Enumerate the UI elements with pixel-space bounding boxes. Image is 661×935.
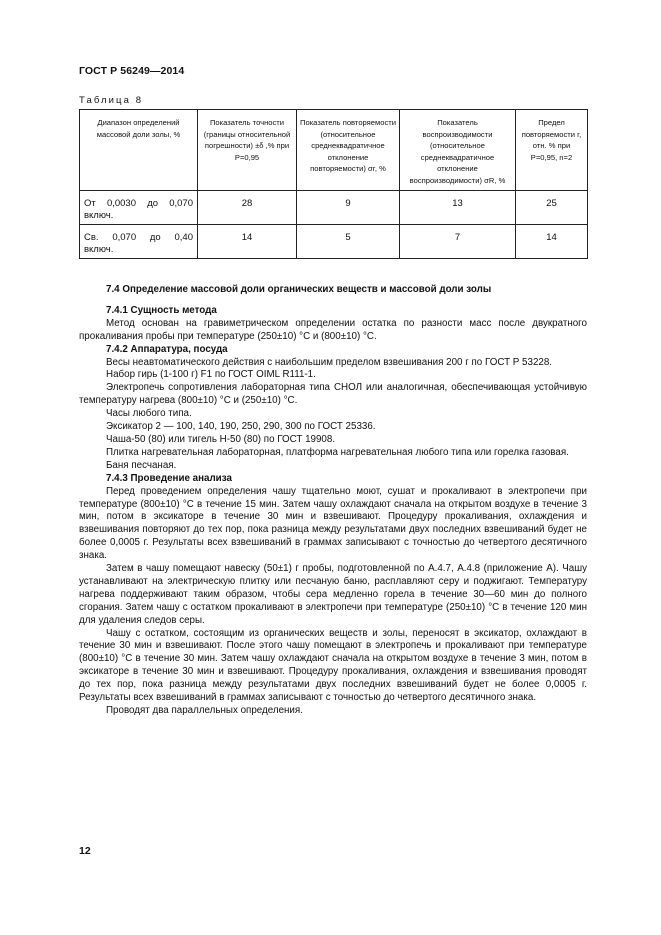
page-number: 12 — [79, 845, 91, 857]
column-header: Диапазон определений массовой доли золы, % — [80, 110, 198, 191]
section-title: 7.4 Определение массовой доли органических веществ и массовой доли золы — [106, 284, 492, 295]
equipment-item: Чаша-50 (80) или тигель Н-50 (80) по ГОСТ 19908. — [106, 433, 336, 445]
equipment-item: Весы неавтоматического действия с наибольшим пределом взвешивания 200 г по ГОСТ Р 53228. — [106, 356, 553, 368]
range-suffix: включ. — [84, 243, 114, 255]
subsection-title: 7.4.3 Проведение анализа — [106, 472, 232, 484]
equipment-item: Часы любого типа. — [106, 408, 192, 420]
table-cell: 5 — [297, 225, 400, 259]
range-value: 0,40 — [174, 232, 193, 243]
table-row — [80, 225, 588, 259]
equipment-item: Набор гирь (1-100 г) F1 по ГОСТ OIML R111-1. — [106, 369, 316, 381]
column-header: Показатель воспроизводимости (относительное среднеквадратичное отклонение воспроизводимости) σR, % — [400, 110, 516, 191]
table-row — [80, 191, 588, 225]
paragraph: Проводят два параллельных определения. — [106, 705, 303, 716]
table-cell: 14 — [198, 225, 297, 259]
equipment-item: Электропечь сопротивления лабораторная типа СНОЛ или аналогичная, обеспечивающая устойчивую температуру нагрева (800±10) °С и (250±10) °С. — [79, 382, 587, 407]
document-header: ГОСТ Р 56249—2014 — [79, 65, 185, 77]
range-value: 0,0030 — [106, 198, 136, 209]
column-header: Показатель повторяемости (относительное среднеквадратичное отклонение повторяемости) σr, % — [297, 110, 400, 191]
range-word: до — [147, 198, 159, 209]
equipment-item: Эксикатор 2 — 100, 140, 190, 250, 290, 300 по ГОСТ 25336. — [106, 421, 376, 433]
table-cell: 14 — [516, 225, 588, 259]
section-body — [79, 284, 587, 718]
paragraph: Затем в чашу помещают навеску (50±1) г пробы, подготовленной по А.4.7, А.4.8 (приложение А). Чашу устанавливают на электрическую плитку или песчаную баню, расплавляют серу и поджигают. Температуру нагрева поддерживают таким образом, чтобы сера медленно горела в течение 30—60 мин до полного сгорания. Затем чашу с остатком прокаливают в электропечи при температуре (250±10) °С в течение 120 мин для удаления следов серы. — [79, 563, 587, 626]
table-cell: 25 — [516, 191, 588, 225]
range-cell — [80, 191, 198, 225]
equipment-item: Плитка нагревательная лабораторная, платформа нагревательная любого типа или горелка газовая. — [106, 446, 569, 458]
subsection-title: 7.4.2 Аппаратура, посуда — [106, 343, 228, 355]
range-word: От — [84, 198, 96, 209]
range-value: 0,070 — [169, 198, 193, 209]
range-word: Св. — [84, 232, 99, 243]
table-cell: 13 — [400, 191, 516, 225]
table-cell: 7 — [400, 225, 516, 259]
range-cell — [80, 225, 198, 259]
table-caption: Таблица 8 — [79, 95, 144, 106]
range-word: до — [149, 232, 161, 243]
precision-table — [79, 109, 588, 259]
range-suffix: включ. — [84, 209, 114, 221]
subsection-title: 7.4.1 Сущность метода — [106, 304, 217, 316]
table-cell: 28 — [198, 191, 297, 225]
column-header: Предел повторяемости r, отн. % при Р=0,95, n=2 — [516, 110, 588, 191]
range-value: 0,070 — [112, 232, 137, 243]
paragraph: Чашу с остатком, состоящим из органических веществ и золы, переносят в эксикатор, охлаждают в течение 30 мин и взвешивают. После этого чашу помещают в электропечь и прокаливают при температуре (800±10) °С в течение 30 мин. Затем чашу охлаждают сначала на открытом воздухе в течение 3 мин, потом в эксикаторе в течение 30 мин и взвешивают. Процедуру прокаливания, охлаждения и взвешивания проводят до тех пор, пока разница между результатами двух последних взвешиваний будет не более 0,0005 г. Результаты всех взвешиваний в граммах записывают с точностью до четвертого десятичного знака. — [79, 627, 587, 704]
equipment-item: Баня песчаная. — [106, 459, 177, 471]
paragraph: Перед проведением определения чашу тщательно моют, сушат и прокаливают в электропечи при температуре (800±10) °С в течение 15 мин. Затем чашу охлаждают сначала на открытом воздухе в течение 3 мин, потом в эксикаторе в течение 30 мин и взвешивают. Процедуру прокаливания, охлаждения и взвешивания повторяют до тех пор, пока разница между результатами двух последних взвешиваний будет не более 0,0005 г. Результаты всех взвешиваний в граммах записывают с точностью до четвертого десятичного знака. — [79, 485, 587, 562]
table-cell: 9 — [297, 191, 400, 225]
paragraph: Метод основан на гравиметрическом определении остатка по разности масс после двукратного прокаливания пробы при температуре (250±10) °С и (800±10) °С. — [79, 317, 587, 342]
table-header-row — [80, 110, 588, 191]
column-header: Показатель точности (границы относительной погрешности) ±δ ,% при Р=0,95 — [198, 110, 297, 191]
